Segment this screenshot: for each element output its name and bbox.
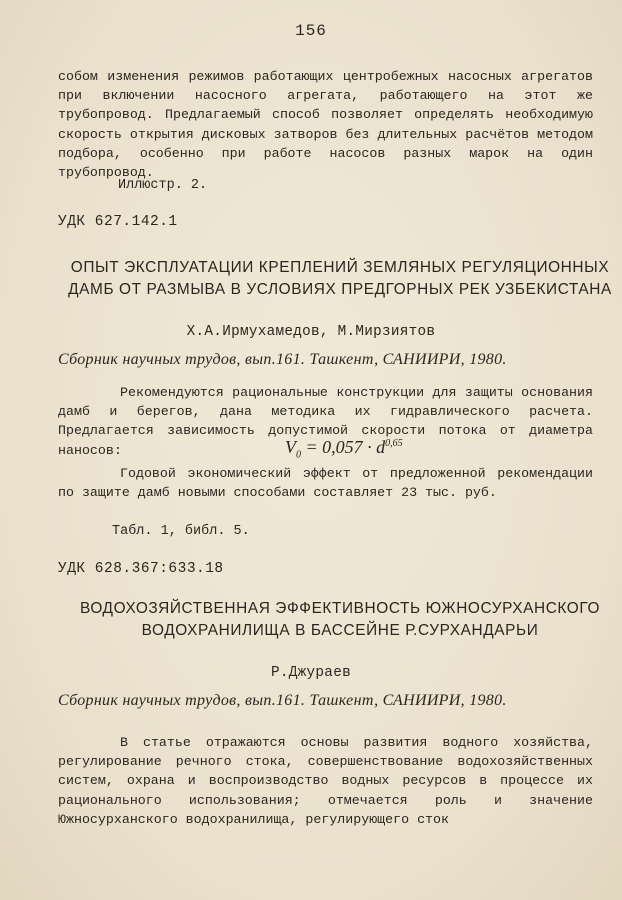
- udk-code-2: УДК 628.367:633.18: [58, 561, 224, 577]
- formula-lhs: V: [285, 437, 296, 457]
- continuation-refs: Иллюстр. 2.: [118, 178, 208, 193]
- article-title: ОПЫТ ЭКСПЛУАТАЦИИ КРЕПЛЕНИЙ ЗЕМЛЯНЫХ РЕГУЛЯЦИОННЫХ ДАМБ ОТ РАЗМЫВА В УСЛОВИЯХ ПРЕДГОРНЫХ РЕК УЗБЕКИСТАНА: [68, 259, 612, 298]
- abstract-paragraph: Рекомендуются рациональные конструкции для защиты основания дамб и берегов, дана методика их гидравлического расчета. Предлагается зависимость допустимой скорости потока от диаметра наносов:: [58, 385, 593, 458]
- article-source-2: Сборник научных трудов, вып.161. Ташкент, САНИИРИ, 1980.: [58, 692, 507, 709]
- article-refs: Табл. 1, библ. 5.: [112, 524, 250, 539]
- continuation-block: [58, 67, 593, 182]
- velocity-formula: [285, 437, 403, 461]
- formula-lhs-subscript: 0: [296, 449, 301, 461]
- continuation-text: собом изменения режимов работающих центробежных насосных агрегатов при включении насосного агрегата, работающего на этот же трубопровод. Предлагаемый способ позволяет определять необходимую скорость открытия дисковых затворов без длительных расчётов методом подбора, особенно при работе насосов разных марок на один трубопровод.: [58, 69, 593, 181]
- udk-code: УДК 627.142.1: [58, 214, 178, 230]
- article-title-2: ВОДОХОЗЯЙСТВЕННАЯ ЭФФЕКТИВНОСТЬ ЮЖНОСУРХАНСКОГО ВОДОХРАНИЛИЩА В БАССЕЙНЕ Р.СУРХАНДАРЬИ: [79, 600, 601, 639]
- article-authors: Х.А.Ирмухамедов, М.Мирзиятов: [186, 324, 436, 340]
- formula-rhs: = 0,057 · d: [301, 437, 386, 457]
- abstract-block-2: [58, 464, 593, 502]
- page-number: 156: [295, 22, 327, 40]
- abstract-block-3: [58, 733, 593, 829]
- article-source: Сборник научных трудов, вып.161. Ташкент, САНИИРИ, 1980.: [58, 351, 507, 368]
- article-authors-2: Р.Джураев: [271, 665, 351, 681]
- formula-exponent: 0,65: [385, 438, 403, 449]
- abstract-paragraph-3: В статье отражаются основы развития водного хозяйства, регулирование речного стока, совершенствование водохозяйственных систем, охрана и воспроизводство водных ресурсов в процессе их рационального использования; отмечается роль и значение Южносурханского водохранилища, регулирующего сток: [58, 735, 593, 827]
- abstract-paragraph-2: Годовой экономический эффект от предложенной рекомендации по защите дамб новыми способами составляет 23 тыс. руб.: [58, 466, 593, 501]
